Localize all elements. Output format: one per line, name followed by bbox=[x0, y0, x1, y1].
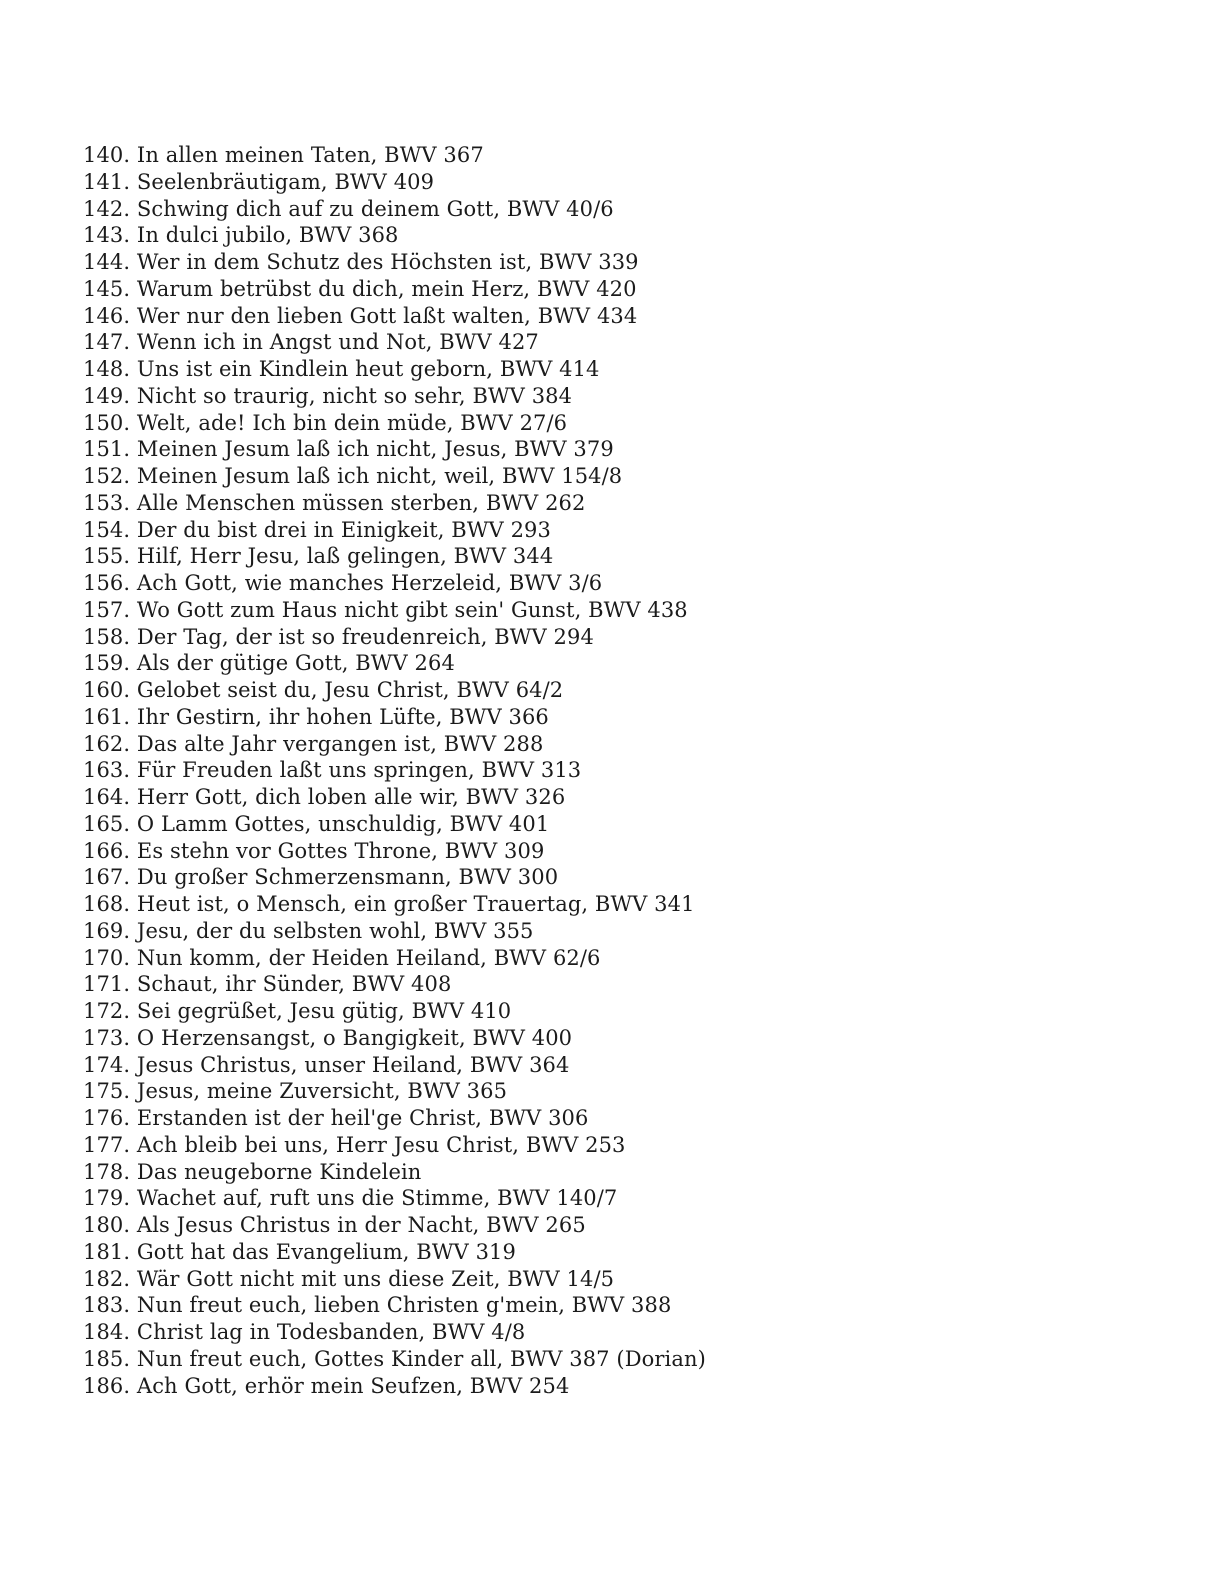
list-item: 183. Nun freut euch, lieben Christen g'mein, BWV 388 bbox=[83, 1293, 672, 1318]
list-item: 184. Christ lag in Todesbanden, BWV 4/8 bbox=[83, 1320, 526, 1344]
list-item: 158. Der Tag, der ist so freudenreich, BWV 294 bbox=[83, 624, 594, 649]
list-item: 186. Ach Gott, erhör mein Seufzen, BWV 254 bbox=[83, 1373, 570, 1398]
list-item: 164. Herr Gott, dich loben alle wir, BWV 326 bbox=[83, 785, 566, 809]
list-item: 163. Für Freuden laßt uns springen, BWV 313 bbox=[83, 758, 582, 783]
list-item: 177. Ach bleib bei uns, Herr Jesu Christ, BWV 253 bbox=[83, 1132, 626, 1157]
list-item: 180. Als Jesus Christus in der Nacht, BWV 265 bbox=[83, 1213, 586, 1237]
list-item: 182. Wär Gott nicht mit uns diese Zeit, BWV 14/5 bbox=[83, 1266, 615, 1291]
list-item: 166. Es stehn vor Gottes Throne, BWV 309 bbox=[83, 838, 545, 863]
list-item: 173. O Herzensangst, o Bangigkeit, BWV 400 bbox=[83, 1025, 573, 1050]
list-item: 174. Jesus Christus, unser Heiland, BWV 364 bbox=[83, 1052, 570, 1077]
list-item: 175. Jesus, meine Zuversicht, BWV 365 bbox=[83, 1079, 508, 1104]
list-item: 153. Alle Menschen müssen sterben, BWV 262 bbox=[83, 490, 586, 515]
list-item: 159. Als der gütige Gott, BWV 264 bbox=[83, 651, 455, 676]
list-item: 142. Schwing dich auf zu deinem Gott, BWV 40/6 bbox=[83, 196, 614, 221]
list-item: 140. In allen meinen Taten, BWV 367 bbox=[83, 143, 484, 167]
list-item: 155. Hilf, Herr Jesu, laß gelingen, BWV 344 bbox=[83, 544, 554, 569]
list-item: 168. Heut ist, o Mensch, ein großer Trauertag, BWV 341 bbox=[83, 892, 695, 916]
list-item: 170. Nun komm, der Heiden Heiland, BWV 62/6 bbox=[83, 945, 601, 970]
list-item: 162. Das alte Jahr vergangen ist, BWV 288 bbox=[83, 731, 544, 756]
list-item: 157. Wo Gott zum Haus nicht gibt sein' Gunst, BWV 438 bbox=[83, 597, 688, 622]
chorale-list bbox=[83, 142, 706, 1399]
list-item: 167. Du großer Schmerzensmann, BWV 300 bbox=[83, 865, 559, 890]
list-item: 152. Meinen Jesum laß ich nicht, weil, BWV 154/8 bbox=[83, 464, 623, 488]
list-item: 172. Sei gegrüßet, Jesu gütig, BWV 410 bbox=[83, 999, 512, 1023]
list-item: 145. Warum betrübst du dich, mein Herz, BWV 420 bbox=[83, 276, 637, 301]
list-item: 146. Wer nur den lieben Gott laßt walten, BWV 434 bbox=[83, 303, 638, 328]
list-item: 178. Das neugeborne Kindelein bbox=[83, 1159, 422, 1184]
list-item: 176. Erstanden ist der heil'ge Christ, BWV 306 bbox=[83, 1106, 589, 1130]
list-item: 148. Uns ist ein Kindlein heut geborn, BWV 414 bbox=[83, 357, 600, 381]
list-item: 171. Schaut, ihr Sünder, BWV 408 bbox=[83, 972, 452, 997]
list-item: 143. In dulci jubilo, BWV 368 bbox=[83, 223, 399, 248]
list-item: 150. Welt, ade! Ich bin dein müde, BWV 27/6 bbox=[83, 410, 568, 435]
list-item: 169. Jesu, der du selbsten wohl, BWV 355 bbox=[83, 918, 534, 943]
list-item: 149. Nicht so traurig, nicht so sehr, BWV 384 bbox=[83, 383, 573, 408]
list-item: 160. Gelobet seist du, Jesu Christ, BWV 64/2 bbox=[83, 678, 564, 702]
list-item: 147. Wenn ich in Angst und Not, BWV 427 bbox=[83, 330, 539, 355]
list-item: 179. Wachet auf, ruft uns die Stimme, BWV 140/7 bbox=[83, 1186, 618, 1211]
list-item: 141. Seelenbräutigam, BWV 409 bbox=[83, 169, 435, 194]
list-item: 165. O Lamm Gottes, unschuldig, BWV 401 bbox=[83, 811, 550, 836]
list-item: 151. Meinen Jesum laß ich nicht, Jesus, BWV 379 bbox=[83, 437, 614, 462]
list-item: 181. Gott hat das Evangelium, BWV 319 bbox=[83, 1239, 516, 1264]
list-item: 161. Ihr Gestirn, ihr hohen Lüfte, BWV 366 bbox=[83, 704, 549, 729]
list-item: 144. Wer in dem Schutz des Höchsten ist, BWV 339 bbox=[83, 250, 639, 274]
list-item: 156. Ach Gott, wie manches Herzeleid, BWV 3/6 bbox=[83, 571, 603, 595]
list-item: 185. Nun freut euch, Gottes Kinder all, BWV 387 (Dorian) bbox=[83, 1346, 706, 1371]
list-item: 154. Der du bist drei in Einigkeit, BWV 293 bbox=[83, 517, 551, 542]
